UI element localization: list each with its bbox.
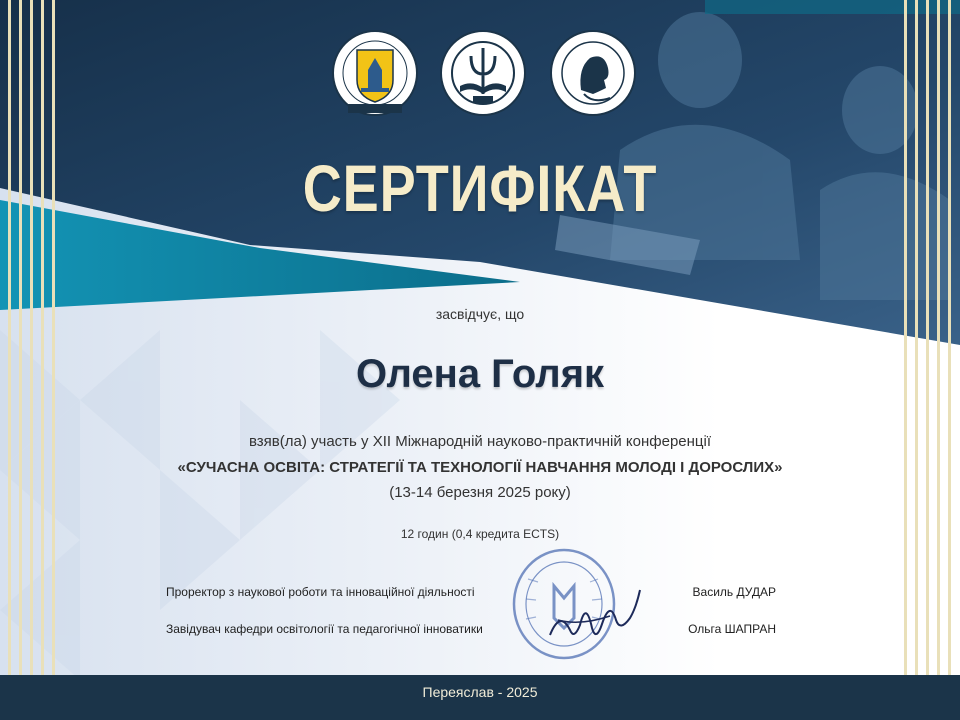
faculty-emblem-icon bbox=[438, 28, 528, 124]
certifies-text: засвідчує, що bbox=[435, 306, 525, 322]
signatory-name: Ольга ШАПРАН bbox=[688, 622, 776, 636]
credit-hours: 12 годин (0,4 кредита ECTS) bbox=[400, 527, 560, 541]
handwritten-signature-icon bbox=[540, 580, 650, 650]
certificate-title: СЕРТИФІКАТ bbox=[302, 151, 658, 225]
conference-title: «СУЧАСНА ОСВІТА: СТРАТЕГІЇ ТА ТЕХНОЛОГІЇ НАВЧАННЯ МОЛОДІ І ДОРОСЛИХ» bbox=[177, 459, 783, 476]
recipient-name: Олена Голяк bbox=[355, 352, 605, 396]
participation-text: взяв(ла) участь у ХІІ Міжнародній науково-практичній конференції bbox=[249, 433, 711, 450]
department-portrait-icon bbox=[548, 28, 638, 124]
signatory-name: Василь ДУДАР bbox=[692, 585, 776, 599]
signatory-role: Завідувач кафедри освітології та педагогічної інноватики bbox=[166, 622, 483, 636]
signatory-role: Проректор з наукової роботи та інноваційної діяльності bbox=[166, 585, 475, 599]
conference-dates: (13-14 березня 2025 року) bbox=[389, 484, 571, 501]
footer-place-year: Переяслав - 2025 bbox=[422, 684, 538, 700]
university-crest-icon bbox=[330, 28, 420, 124]
